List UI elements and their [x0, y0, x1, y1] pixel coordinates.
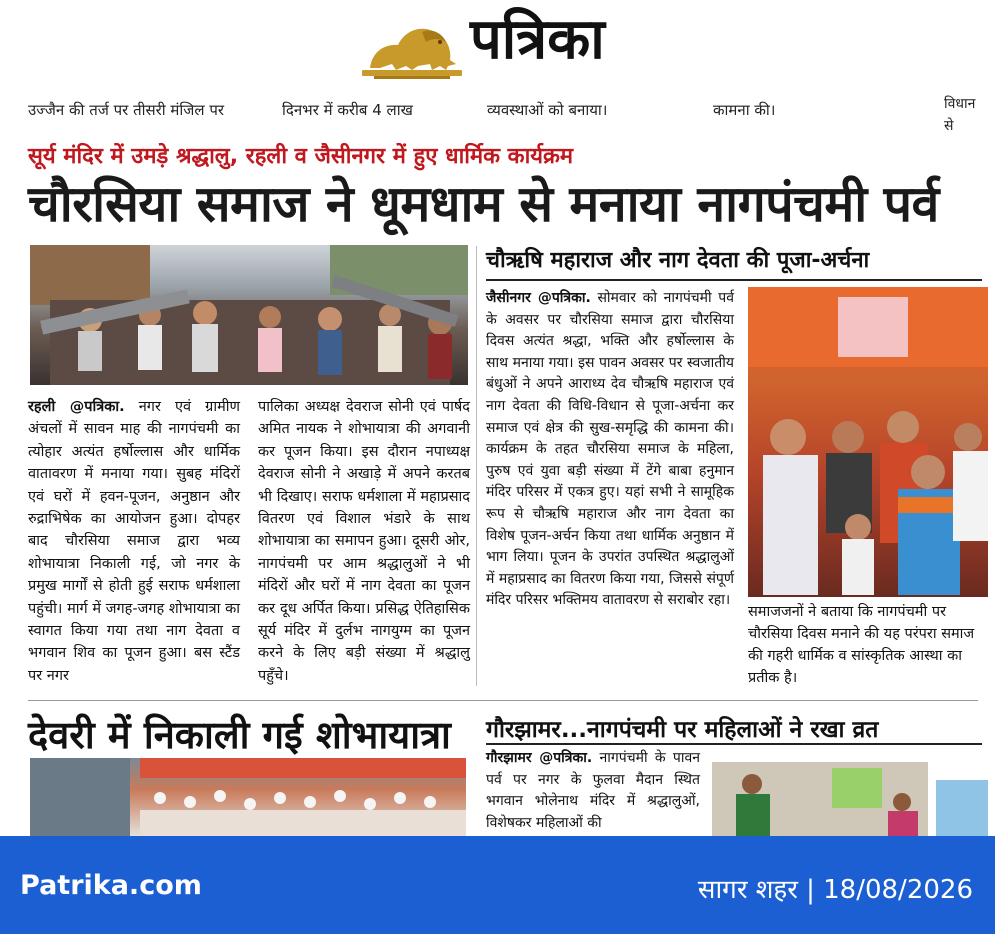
lion-logo-icon — [360, 18, 464, 80]
footer-bar — [0, 836, 995, 934]
col1-body: नगर एवं ग्रामीण अंचलों में सावन माह की नागपंचमी का त्योहार अत्यंत हर्षोल्लास और धार्मिक वातावरण में मनाया गया। सुबह मंदिरों एवं घरों में हवन-पूजन, अनुष्ठान और रुद्राभिषेक का आयोजन हुआ। दोपहर बाद चौरसिया समाज द्वारा भव्य शोभायात्रा निकाली गई, जो नगर के प्रमुख मार्गों से होती हुई सराफ धर्मशाला पहुंची। मार्ग में जगह-जगह शोभायात्रा का स्वागत किया गया तथा नाग देवता व भगवान शिव का पूजन हुआ। बस स्टैंड पर नगर — [28, 399, 240, 684]
main-story-col1 — [28, 396, 240, 687]
side-story-text — [486, 288, 734, 612]
snippet-6: से — [944, 118, 954, 134]
side-headline: चौऋषि महाराज और नाग देवता की पूजा-अर्चना — [486, 248, 870, 273]
masthead — [0, 0, 995, 92]
procession-photo — [30, 245, 468, 385]
section-divider — [28, 700, 978, 701]
edge-photo — [936, 780, 988, 836]
side-headline-rule — [486, 279, 982, 281]
side-dateline: जैसीनगर @पत्रिका. — [486, 290, 591, 306]
photo-caption: समाजजनों ने बताया कि नागपंचमी पर चौरसिया दिवस मनाने की यह परंपरा समाज की गहरी धार्मिक व सांस्कृतिक आस्था का प्रतीक है। — [748, 604, 975, 686]
women-photo — [712, 762, 928, 836]
bottom-right-body: नागपंचमी के पावन पर्व पर नगर के फुलवा मैदान स्थित भगवान भोलेनाथ मंदिर में श्रद्धालुओं, विशेषकर महिलाओं की — [486, 750, 701, 831]
snippet-5: विधान — [944, 96, 976, 112]
kicker: सूर्य मंदिर में उमड़े श्रद्धालु, रहली व जैसीनगर में हुए धार्मिक कार्यक्रम — [28, 144, 574, 169]
bottom-right-text — [486, 748, 700, 834]
dateline: रहली @पत्रिका. — [28, 399, 125, 415]
masthead-title: पत्रिका — [470, 7, 605, 72]
bottom-right-rule — [486, 743, 982, 745]
main-headline: चौरसिया समाज ने धूमधाम से मनाया नागपंचमी पर्व — [28, 175, 939, 233]
snippet-3: व्यवस्थाओं को बनाया। — [487, 101, 608, 119]
bottom-right-dateline: गौरझामर @पत्रिका. — [486, 750, 593, 766]
footer-site: Patrika.com — [20, 870, 202, 901]
devri-photo — [30, 758, 466, 836]
snippet-1: उज्जैन की तर्ज पर तीसरी मंजिल पर — [28, 101, 225, 119]
temple-photo — [748, 287, 988, 597]
bottom-left-headline: देवरी में निकाली गई शोभायात्रा — [28, 713, 451, 757]
footer-edition: सागर शहर | 18/08/2026 — [697, 875, 973, 905]
side-body: सोमवार को नागपंचमी पर्व के अवसर पर चौरसिया समाज द्वारा चौरसिया दिवस अत्यंत श्रद्धा, भक्ति और हर्षोल्लास के साथ मनाया गया। इस पावन अवसर पर स्वजातीय बंधुओं ने अपने आराध्य देव चौऋषि महाराज एवं नाग देवता की विधि-विधान से पूजा-अर्चना कर समाज एवं क्षेत्र की सुख-समृद्धि की कामना की। कार्यक्रम के तहत चौरसिया समाज के महिला, पुरुष एवं युवा बड़ी संख्या में टेंगे बाबा हनुमान मंदिर परिसर में एकत्र हुए। यहां सभी ने सामूहिक रूप से चौऋषि महाराज और नाग देवता का विशेष पूजन-अर्चन किया तथा धार्मिक अनुष्ठान में भाग लिया। पूजन के उपरांत उपस्थित श्रद्धालुओं में महाप्रसाद का वितरण किया गया, जिससे संपूर्ण मंदिर परिसर भक्तिमय वातावरण से सराबोर रहा। — [486, 290, 734, 609]
column-divider — [476, 246, 477, 686]
main-story-col2: पालिका अध्यक्ष देवराज सोनी एवं पार्षद अमित नायक ने शोभायात्रा की अगवानी कर पूजन किया। इस दौरान नपाध्यक्ष देवराज सोनी ने अखाड़े में अपने करतब भी दिखाए। सराफ धर्मशाला में महाप्रसाद वितरण एवं विशाल भंडारे के साथ शोभायात्रा का समापन हुआ। दूसरी ओर, नागपंचमी पर आम श्रद्धालुओं ने भी मंदिरों और घरों में नाग देवता का पूजन कर दूध अर्पित किया। प्रसिद्ध ऐतिहासिक सूर्य मंदिर में दुर्लभ नागयुग्म का पूजन करने के लिए बड़ी संख्या में श्रद्धालु पहुँचे। — [258, 399, 470, 684]
bottom-right-headline: गौरझामर...नागपंचमी पर महिलाओं ने रखा व्रत — [486, 717, 879, 743]
snippet-2: दिनभर में करीब 4 लाख — [282, 101, 413, 119]
snippet-4: कामना की। — [713, 101, 776, 119]
